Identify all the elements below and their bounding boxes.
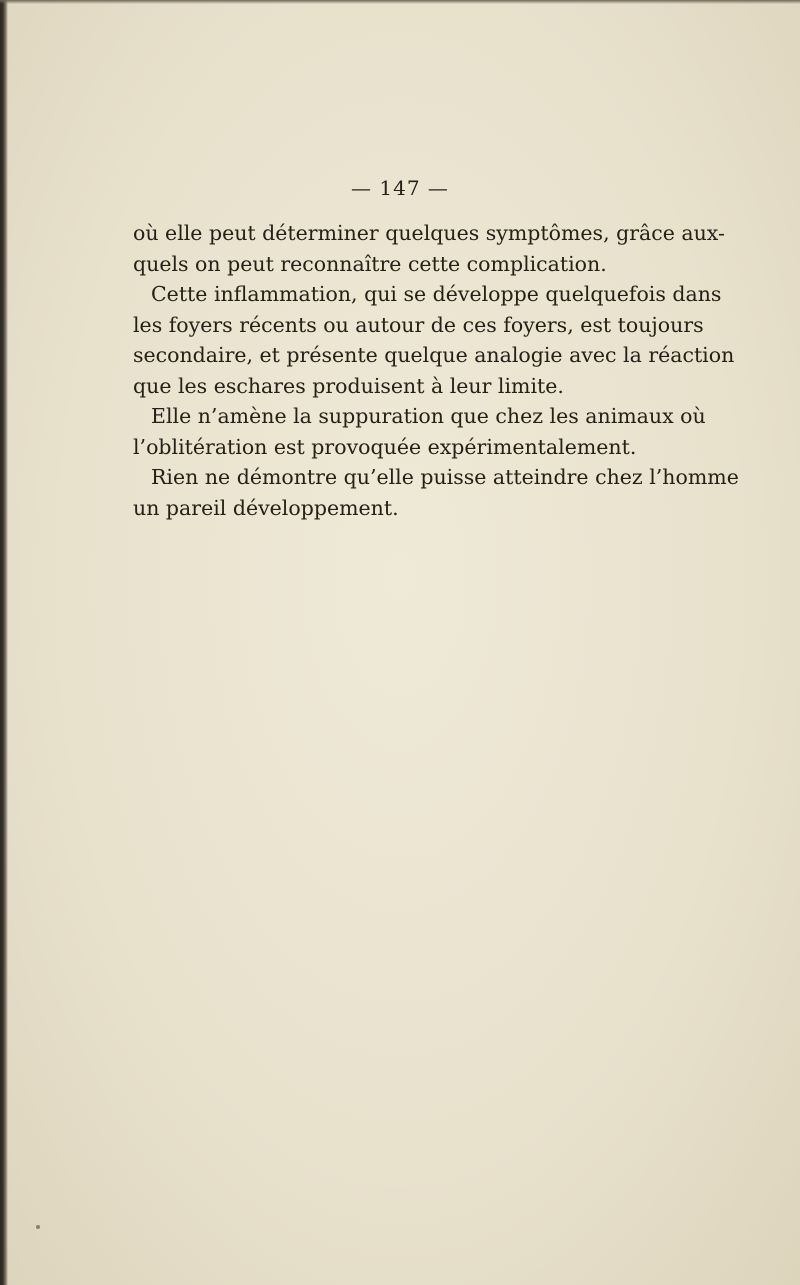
body-text (133, 218, 739, 523)
paragraph-start-line: Rien ne démontre qu’elle puisse atteindre chez l’homme (151, 465, 739, 489)
text-line: secondaire, et présente quelque analogie avec la réaction (133, 343, 735, 367)
text-line: que les eschares produisent à leur limite. (133, 373, 564, 398)
text-line: l’oblitération est provoquée expérimentalement. (133, 434, 637, 459)
paper-speck (36, 1225, 40, 1229)
text-line: quels on peut reconnaître cette complication. (133, 251, 607, 276)
paragraph-start-line: Cette inflammation, qui se développe quelquefois dans (151, 282, 722, 306)
text-line: un pareil développement. (133, 495, 399, 520)
text-line: les foyers récents ou autour de ces foyers, est toujours (133, 312, 704, 337)
text-line: où elle peut déterminer quelques symptômes, grâce aux- (133, 221, 725, 245)
paragraph-start-line: Elle n’amène la suppuration que chez les animaux où (151, 404, 706, 428)
top-page-edge (0, 0, 800, 4)
page-number: — 147 — (351, 176, 449, 200)
